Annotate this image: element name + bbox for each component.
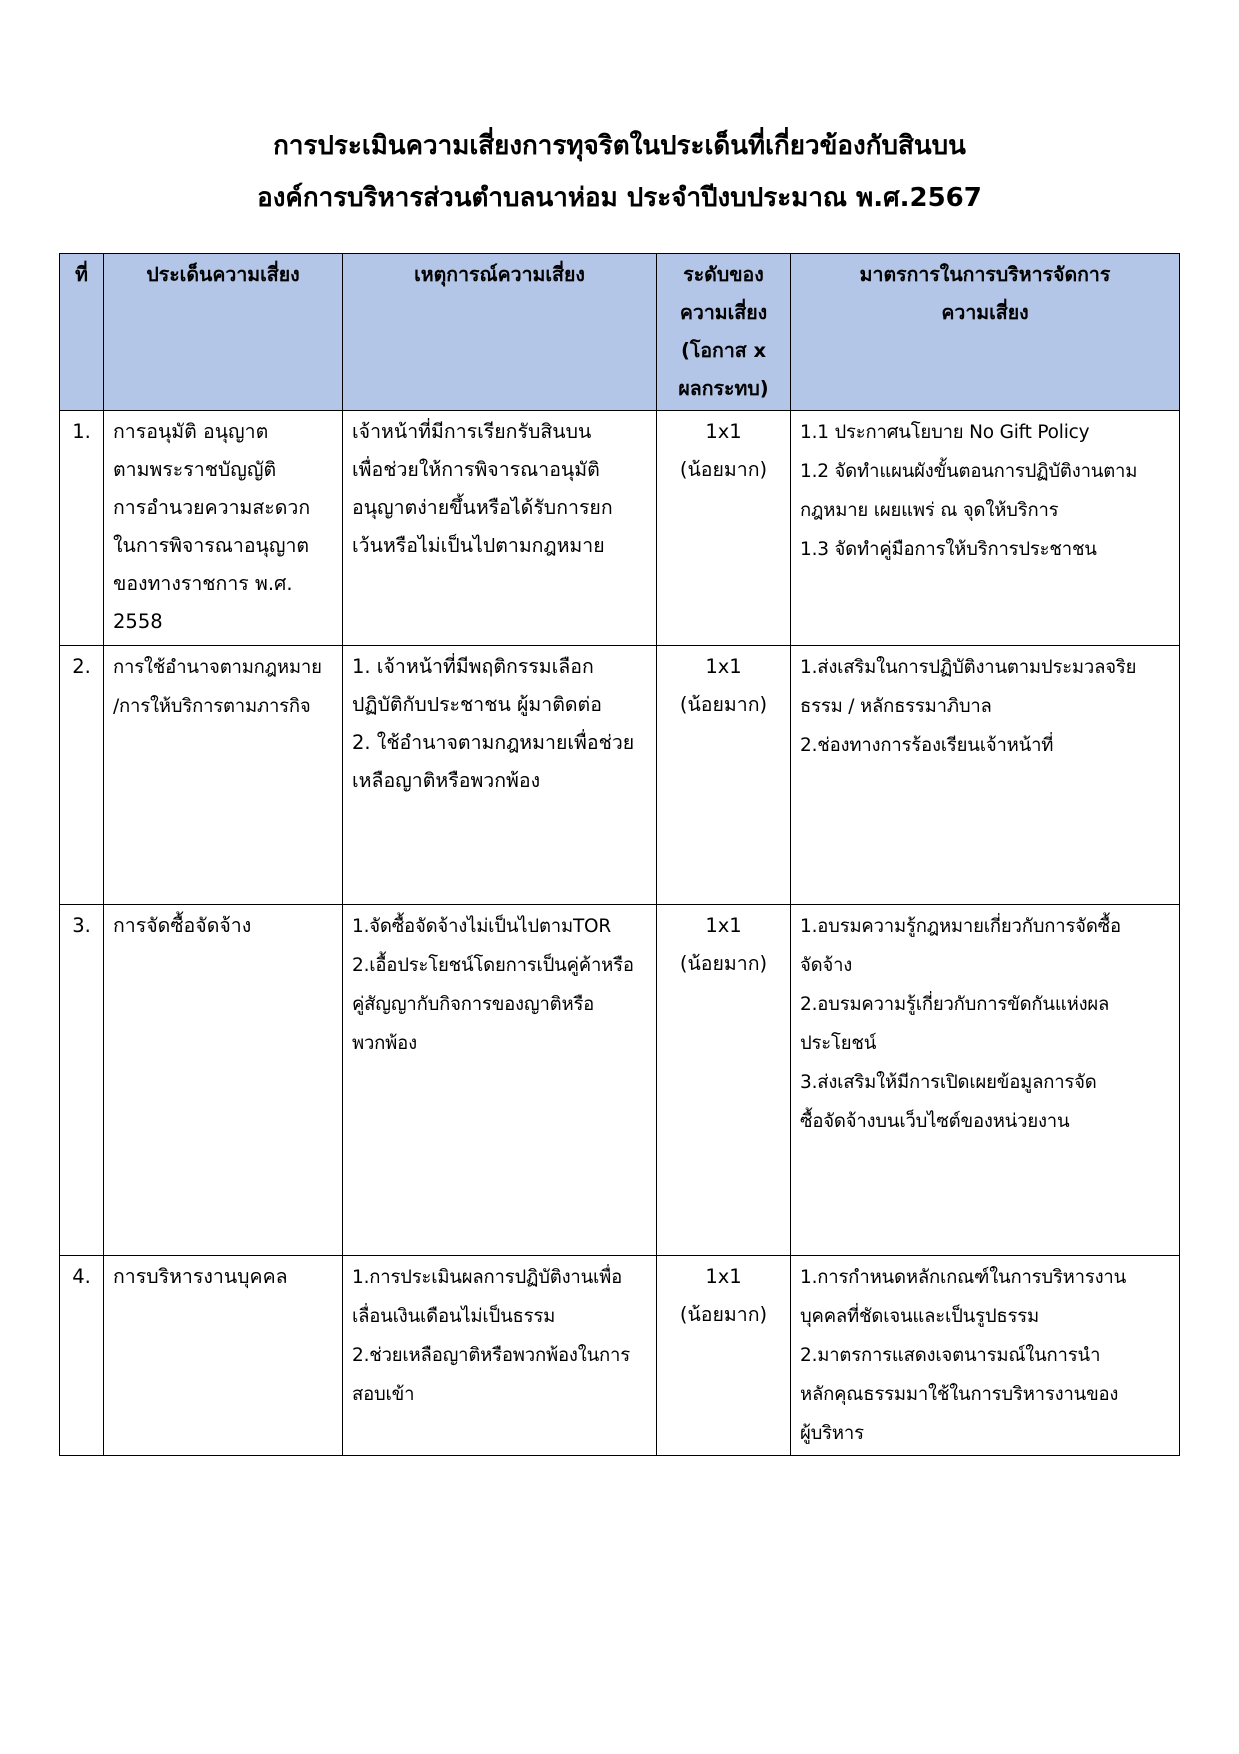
risk-level-cell: 1x1 (น้อยมาก) (657, 1256, 791, 1456)
risk-issue-cell: การใช้อำนาจตามกฎหมาย /การให้บริการตามภารกิจ (104, 646, 343, 905)
row-number: 2. (60, 646, 104, 905)
document-title-line-2: องค์การบริหารส่วนตำบลนาห่อม ประจำปีงบประมาณ พ.ศ.2567 (257, 183, 982, 213)
risk-level-cell: 1x1 (น้อยมาก) (657, 905, 791, 1256)
risk-event-cell: 1. เจ้าหน้าที่มีพฤติกรรมเลือก ปฏิบัติกับประชาชน ผู้มาติดต่อ 2. ใช้อำนาจตามกฎหมายเพื่อช่วย เหลือญาติหรือพวกพ้อง (343, 646, 657, 905)
table-row (60, 1256, 1180, 1456)
risk-level-cell: 1x1 (น้อยมาก) (657, 411, 791, 646)
risk-measure-cell: 1.1 ประกาศนโยบาย No Gift Policy 1.2 จัดทำแผนผังขั้นตอนการปฏิบัติงานตาม กฎหมาย เผยแพร่ ณ จุดให้บริการ 1.3 จัดทำคู่มือการให้บริการประชาชน (791, 411, 1180, 646)
row-number: 4. (60, 1256, 104, 1456)
table-row (60, 905, 1180, 1256)
header-risk-event: เหตุการณ์ความเสี่ยง (343, 254, 657, 411)
header-risk-level: ระดับของ ความเสี่ยง (โอกาส x ผลกระทบ) (657, 254, 791, 411)
header-risk-issue: ประเด็นความเสี่ยง (104, 254, 343, 411)
table-header (60, 254, 1180, 411)
risk-event-cell: 1.จัดซื้อจัดจ้างไม่เป็นไปตามTOR 2.เอื้อประโยชน์โดยการเป็นคู่ค้าหรือ คู่สัญญากับกิจการของญาติหรือ พวกพ้อง (343, 905, 657, 1256)
risk-measure-cell: 1.การกำหนดหลักเกณฑ์ในการบริหารงาน บุคคลที่ชัดเจนและเป็นรูปธรรม 2.มาตรการแสดงเจตนารมณ์ในการนำ หลักคุณธรรมมาใช้ในการบริหารงานของ ผู้บริหาร (791, 1256, 1180, 1456)
risk-issue-cell: การบริหารงานบุคคล (104, 1256, 343, 1456)
row-number: 3. (60, 905, 104, 1256)
table-header-row (60, 254, 1180, 411)
risk-issue-cell: การจัดซื้อจัดจ้าง (104, 905, 343, 1256)
document-title-line-1: การประเมินความเสี่ยงการทุจริตในประเด็นที่เกี่ยวข้องกับสินบน (273, 131, 966, 161)
risk-measure-cell: 1.อบรมความรู้กฎหมายเกี่ยวกับการจัดซื้อ จัดจ้าง 2.อบรมความรู้เกี่ยวกับการขัดกันแห่งผล ประโยชน์ 3.ส่งเสริมให้มีการเปิดเผยข้อมูลการจัด ซื้อจัดจ้างบนเว็บไซต์ของหน่วยงาน (791, 905, 1180, 1256)
row-number: 1. (60, 411, 104, 646)
risk-issue-cell: การอนุมัติ อนุญาต ตามพระราชบัญญัติ การอำนวยความสะดวก ในการพิจารณาอนุญาต ของทางราชการ พ.ศ. 2558 (104, 411, 343, 646)
header-risk-measure: มาตรการในการบริหารจัดการ ความเสี่ยง (791, 254, 1180, 411)
table-row (60, 411, 1180, 646)
risk-level-cell: 1x1 (น้อยมาก) (657, 646, 791, 905)
risk-measure-cell: 1.ส่งเสริมในการปฏิบัติงานตามประมวลจริย ธรรม / หลักธรรมาภิบาล 2.ช่องทางการร้องเรียนเจ้าหน้าที่ (791, 646, 1180, 905)
risk-assessment-table (59, 253, 1180, 1456)
header-no: ที่ (60, 254, 104, 411)
risk-event-cell: 1.การประเมินผลการปฏิบัติงานเพื่อ เลื่อนเงินเดือนไม่เป็นธรรม 2.ช่วยเหลือญาติหรือพวกพ้องในการ สอบเข้า (343, 1256, 657, 1456)
risk-event-cell: เจ้าหน้าที่มีการเรียกรับสินบน เพื่อช่วยให้การพิจารณาอนุมัติ อนุญาตง่ายขึ้นหรือได้รับการยก เว้นหรือไม่เป็นไปตามกฎหมาย (343, 411, 657, 646)
table-row (60, 646, 1180, 905)
table-body (60, 411, 1180, 1456)
